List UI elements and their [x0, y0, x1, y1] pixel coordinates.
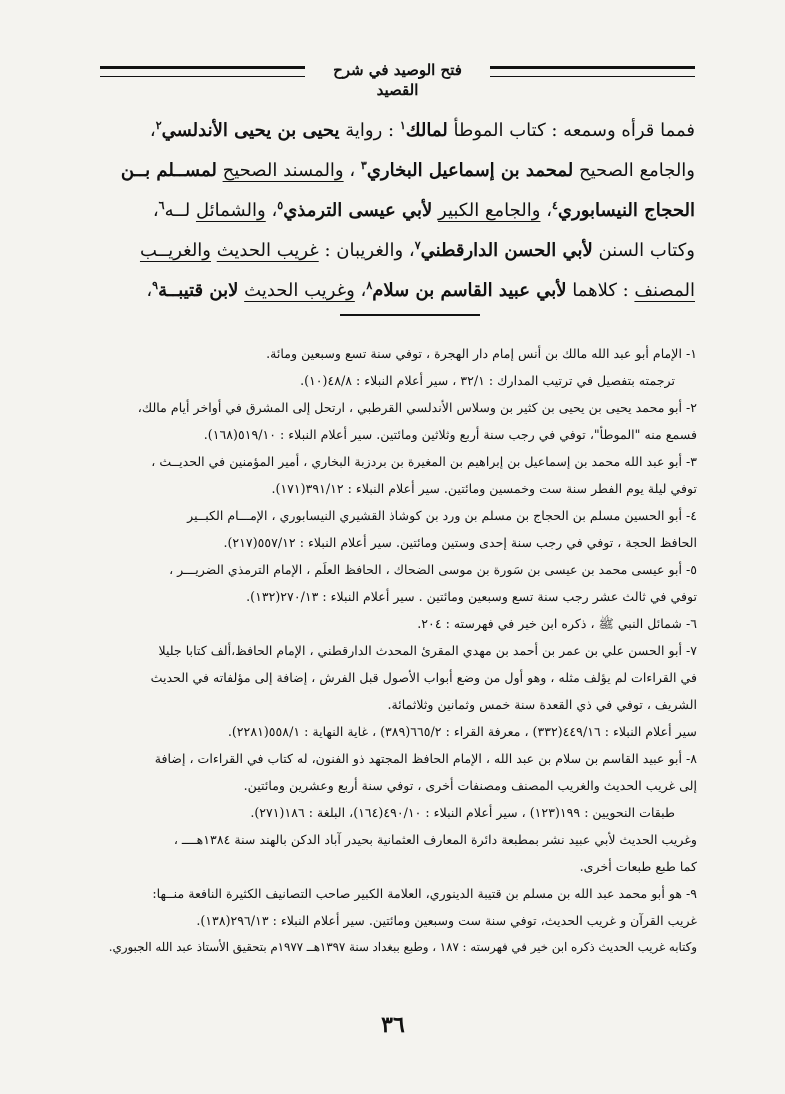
- footnote-ref: ٧: [414, 239, 421, 252]
- footnote-line: ترجمته بتفصيل في ترتيب المدارك : ٣٢/١ ، سير أعلام النبلاء : ٤٨/٨(١٠).: [300, 373, 675, 388]
- running-header-title: فتح الوصيد في شرح القصيد: [333, 61, 462, 99]
- footnote-line: فسمع منه "الموطأ"، توفي في رجب سنة أربع وثلاثين ومائتين. سير أعلام النبلاء : ٥١٩/١٠(١٦٨).: [203, 427, 697, 442]
- footnote-line: ١- الإمام أبو عبد الله مالك بن أنس إمام دار الهجرة ، توفي سنة تسع وسبعين ومائة.: [266, 346, 697, 361]
- text-run: ،: [146, 280, 153, 301]
- book-title: وغريب الحديث: [244, 280, 355, 301]
- footnote-ref: ٦: [158, 199, 165, 212]
- footnote-ref: ٢: [155, 119, 162, 132]
- text-run: ،: [354, 280, 367, 301]
- footnote-line: ٤- أبو الحسين مسلم بن الحجاج بن مسلم بن ورد بن كوشاذ القشيري النيسابوري ، الإمـــام الكبــير: [187, 508, 697, 523]
- scholar-name: الحجاج النيسابوري: [557, 200, 695, 221]
- footnote-line: ٣- أبو عبد الله محمد بن إسماعيل بن إبراهيم بن المغيرة بن بردزبة البخاري ، أمير المؤمنين في الحديــث ،: [151, 454, 697, 469]
- footnotes: [100, 340, 697, 961]
- footnote-line: توفي في ثالث عشر رجب سنة تسع وسبعين ومائتين . سير أعلام النبلاء : ٢٧٠/١٣(١٣٢).: [246, 589, 697, 604]
- footnote-ref: ٥: [277, 199, 284, 212]
- book-title: والمسند الصحيح: [222, 160, 344, 181]
- book-title: والغريــب: [139, 240, 211, 261]
- scholar-name: لمحمد بن إسماعيل البخاري: [366, 160, 574, 181]
- text-run: : كلاهما: [566, 280, 635, 301]
- footnote-line: توفي ليلة يوم الفطر سنة ست وخمسين ومائتين. سير أعلام النبلاء : ٣٩١/١٢(١٧١).: [271, 481, 697, 496]
- text-run: لــه: [164, 200, 196, 221]
- footnote-divider: [340, 314, 480, 316]
- footnote-line: ٥- أبو عيسى محمد بن عيسى بن سَورة بن موسى الضحاك ، الحافظ العلَم ، الإمام الترمذي الضريـــر ،: [169, 562, 697, 577]
- scholar-name: لأبي عيسى الترمذي: [283, 200, 433, 221]
- book-title: غريب الحديث: [216, 240, 319, 261]
- book-title: والجامع الكبير: [438, 200, 541, 221]
- main-text-line: [100, 228, 695, 268]
- footnote-ref: ٨: [366, 279, 373, 292]
- book-title: والشمائل: [195, 200, 266, 221]
- text-run: وكتاب السنن: [592, 240, 695, 261]
- scholar-name: لابن قتيبــة: [158, 280, 239, 301]
- footnote-ref: ٩: [152, 279, 159, 292]
- main-text-line: [100, 188, 695, 228]
- footnote-line: ٦- شمائل النبي ﷺ ، ذكره ابن خير في فهرسته : ٢٠٤.: [417, 616, 697, 631]
- text-run: ،: [149, 120, 156, 141]
- footnote-line: سير أعلام النبلاء : ٤٤٩/١٦(٣٣٢) ، معرفة القراء : ٦٦٥/٢(٣٨٩) ، غاية النهاية : ٥٥٨/١(٢٢٨١).: [227, 724, 697, 739]
- header-rule-left: [100, 66, 305, 77]
- text-run: ، والغريبان :: [318, 240, 415, 261]
- scholar-name: لأبي الحسن الدارقطني: [420, 240, 593, 261]
- footnote-ref: ٣: [360, 159, 367, 172]
- footnote-ref: ٤: [552, 199, 558, 212]
- text-run: والجامع الصحيح: [573, 160, 695, 181]
- text-run: : رواية: [339, 120, 400, 141]
- footnote-line: إلى غريب الحديث والغريب المصنف ومصنفات أخرى ، توفي سنة أربع وعشرين ومائتين.: [243, 778, 697, 793]
- text-run: فمما قرأه وسمعه : كتاب الموطأ: [447, 120, 695, 141]
- footnote-line: طبقات النحويين : ١٩٩(١٢٣) ، سير أعلام النبلاء : ٤٩٠/١٠(١٦٤)، البلغة : ١٨٦(٢٧١).: [250, 805, 675, 820]
- footnote-line: وغريب الحديث لأبي عبيد نشر بمطبعة دائرة المعارف العثمانية بحيدر آباد الدكن بالهند سنة ١٣٨٤هــــ ،: [173, 832, 697, 847]
- main-text-line: [100, 268, 695, 308]
- footnote-line: في القراءات لم يؤلف مثله ، وهو أول من وضع أبواب الأصول قبل الفرش ، إضافة إلى مؤلفاته في الحديث: [150, 670, 697, 685]
- main-text-line: [100, 108, 695, 148]
- scholar-name: يحيى بن يحيى الأندلسي: [161, 120, 340, 141]
- footnote-ref: ١: [399, 119, 406, 132]
- page-number: ٣٦: [381, 1012, 405, 1038]
- footnote-line: غريب القرآن و غريب الحديث، توفي سنة ست وسبعين ومائتين. سير أعلام النبلاء : ٢٩٦/١٣(١٣٨).: [196, 913, 697, 928]
- main-text: [100, 108, 695, 308]
- footnote-line: كما طبع طبعات أخرى.: [579, 859, 697, 874]
- text-run: ،: [343, 160, 361, 181]
- book-title: المصنف: [634, 280, 695, 301]
- main-text-line: [100, 148, 695, 188]
- scholar-name: لمالك: [405, 120, 448, 141]
- scholar-name: لمســلم بــن: [120, 160, 217, 181]
- footnote-line: الحافظ الحجة ، توفي في رجب سنة إحدى وستين ومائتين. سير أعلام النبلاء : ٥٥٧/١٢(٢١٧).: [223, 535, 697, 550]
- text-run: ،: [152, 200, 159, 221]
- footnote-line: ٢- أبو محمد يحيى بن يحيى بن كثير بن وسلاس الأندلسي القرطبي ، ارتحل إلى المشرق في أواخر أيام مالك،: [137, 400, 697, 415]
- header-rule-right: [490, 66, 695, 77]
- footnote-line: ٧- أبو الحسن علي بن عمر بن أحمد بن مهدي المقرئ المحدث الدارقطني ، الإمام الحافظ،ألف كتابا جليلا: [158, 643, 697, 658]
- text-run: ،: [540, 200, 552, 221]
- text-run: ،: [265, 200, 278, 221]
- footnote-line: ٩- هو أبو محمد عبد الله بن مسلم بن قتيبة الدينوري، العلامة الكبير صاحب التصانيف الكثيرة النافعة منــها:: [152, 886, 697, 901]
- footnote-line: وكتابه غريب الحديث ذكره ابن خير في فهرسته : ١٨٧ ، وطبع ببغداد سنة ١٣٩٧هــ ١٩٧٧م بتحقيق الأستاذ عبد الله الجبوري.: [108, 940, 697, 954]
- footnote-line: ٨- أبو عبيد القاسم بن سلام بن عبد الله ، الإمام الحافظ المجتهد ذو الفنون، له كتاب في القراءات ، إضافة: [154, 751, 697, 766]
- scholar-name: لأبي عبيد القاسم بن سلام: [372, 280, 567, 301]
- footnote-line: الشريف ، توفي في ذي القعدة سنة خمس وثمانين وثلاثمائة.: [387, 697, 697, 712]
